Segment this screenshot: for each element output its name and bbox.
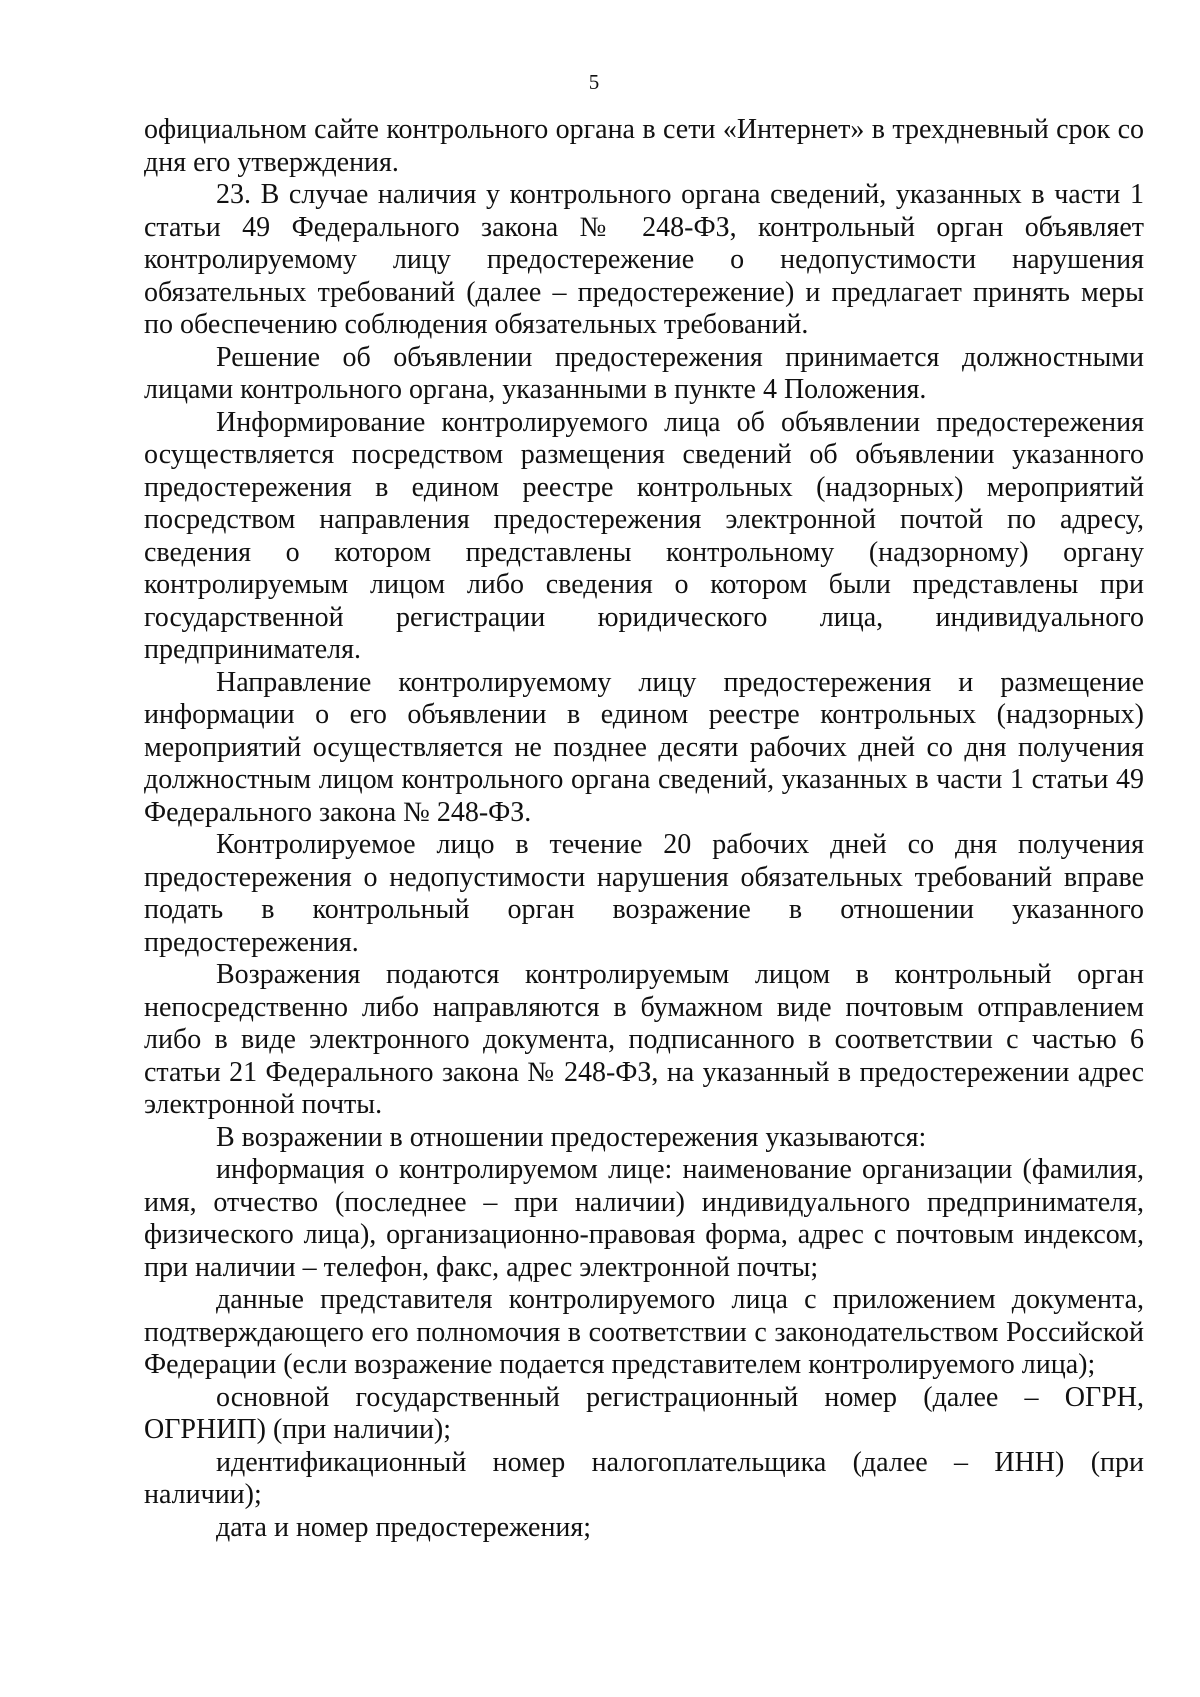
paragraph-decision: Решение об объявлении предостережения принимается должностными лицами контрольного органа, указанными в пункте 4 Положения. bbox=[144, 341, 1144, 405]
list-item-representative: данные представителя контролируемого лица с приложением документа, подтверждающего его полномочия в соответствии с законодательством Российской Федерации (если возражение подается представителем контролируемого лица); bbox=[144, 1284, 1144, 1380]
document-body bbox=[144, 114, 1144, 1544]
list-item-warning-date-number: дата и номер предостережения; bbox=[216, 1511, 592, 1543]
list-item-inn: идентификационный номер налогоплательщика (далее – ИНН) (при наличии); bbox=[144, 1446, 1144, 1510]
list-item-ogrn: основной государственный регистрационный номер (далее – ОГРН, ОГРНИП) (при наличии); bbox=[144, 1381, 1144, 1445]
paragraph-direction: Направление контролируемому лицу предостережения и размещение информации о его объявлении в едином реестре контрольных (надзорных) мероприятий осуществляется не позднее десяти рабочих дней со дня получения должностным лицом контрольного органа сведений, указанных в части 1 статьи 49 Федерального закона № 248-ФЗ. bbox=[144, 666, 1144, 828]
paragraph-continuation: официальном сайте контрольного органа в сети «Интернет» в трехдневный срок со дня его утверждения. bbox=[144, 114, 1144, 178]
paragraph-objection-submission: Возражения подаются контролируемым лицом в контрольный орган непосредственно либо направляются в бумажном виде почтовым отправлением либо в виде электронного документа, подписанного в соответствии с частью 6 статьи 21 Федерального закона № 248-ФЗ, на указанный в предостережении адрес электронной почты. bbox=[144, 959, 1144, 1120]
page-number: 5 bbox=[588, 70, 600, 94]
paragraph-informing: Информирование контролируемого лица об объявлении предостережения осуществляется посредством размещения сведений об объявлении указанного предостережения в едином реестре контрольных (надзорных) мероприятий посредством направления предостережения электронной почтой по адресу, сведения о котором представлены контрольному (надзорному) органу контролируемым лицом либо сведения о котором были представлены при государственной регистрации юридического лица, индивидуального предпринимателя. bbox=[144, 406, 1144, 665]
paragraph-item-23: 23. В случае наличия у контрольного органа сведений, указанных в части 1 статьи 49 Федерального закона № 248-ФЗ, контрольный орган объявляет контролируемому лицу предостережение о недопустимости нарушения обязательных требований (далее – предостережение) и предлагает принять меры по обеспечению соблюдения обязательных требований. bbox=[144, 179, 1144, 340]
paragraph-objection-right: Контролируемое лицо в течение 20 рабочих дней со дня получения предостережения о недопустимости нарушения обязательных требований вправе подать в контрольный орган возражение в отношении указанного предостережения. bbox=[144, 829, 1144, 958]
list-item-person-info: информация о контролируемом лице: наименование организации (фамилия, имя, отчество (последнее – при наличии) индивидуального предпринимателя, физического лица), организационно-правовая форма, адрес с почтовым индексом, при наличии – телефон, факс, адрес электронной почты; bbox=[144, 1154, 1144, 1283]
paragraph-objection-contents-intro: В возражении в отношении предостережения указываются: bbox=[216, 1121, 927, 1153]
